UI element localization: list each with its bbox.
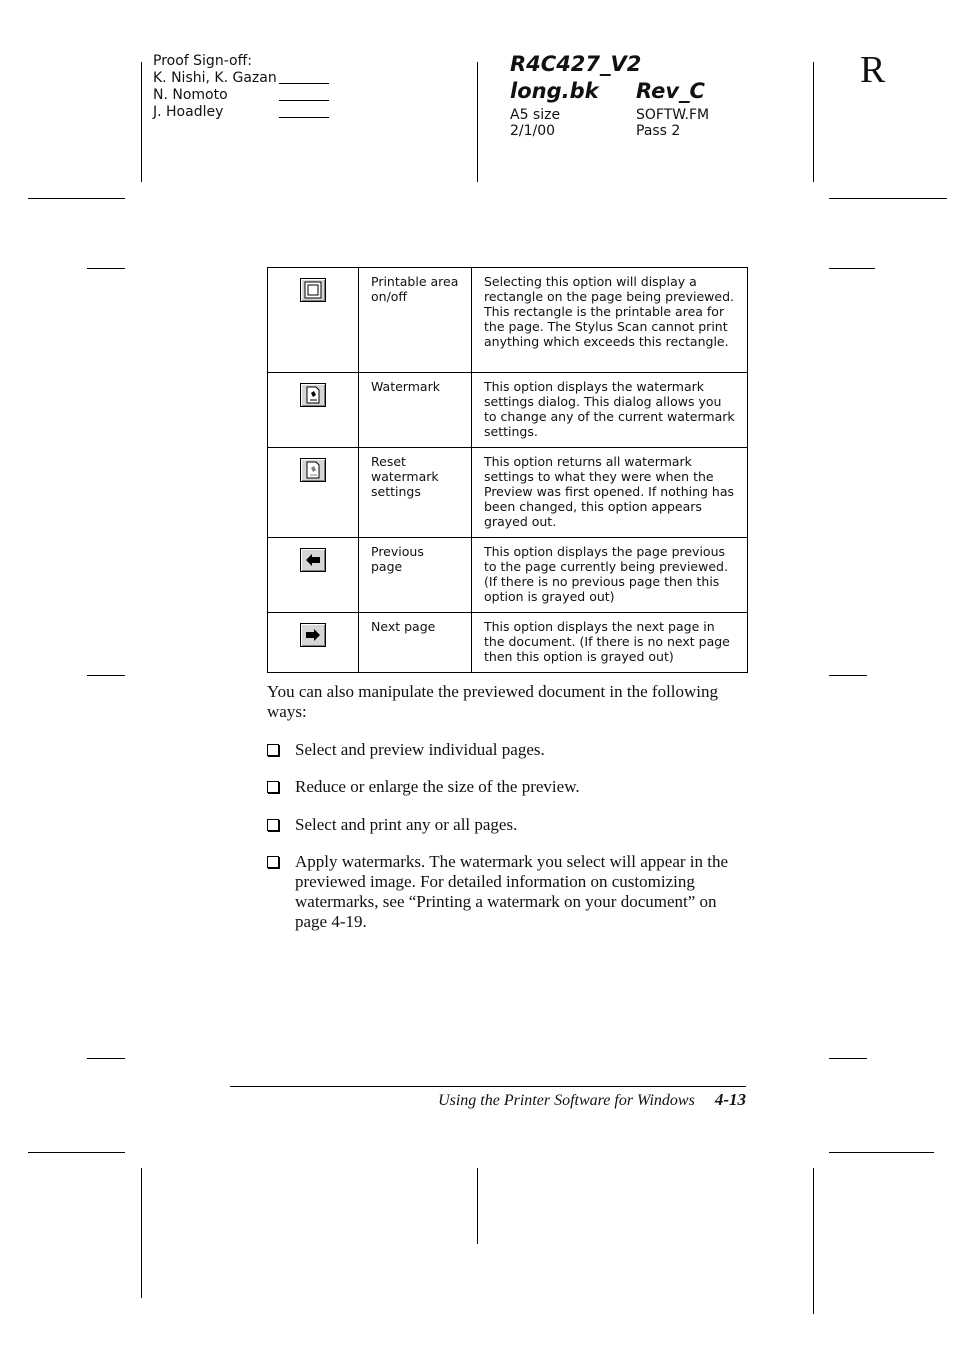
list-item: Select and print any or all pages. <box>267 815 747 835</box>
option-description: This option displays the page previous to the page currently being previewed. (If there is no previous page then this option is grayed out) <box>472 538 748 613</box>
table-row <box>268 373 748 448</box>
crop-mark <box>829 675 867 676</box>
file-name: SOFTW.FM <box>636 107 710 123</box>
option-name: Previous page <box>359 538 472 613</box>
page-footer <box>230 1090 746 1110</box>
checkbox-bullet-icon <box>267 819 279 831</box>
table-row <box>268 448 748 538</box>
crop-mark <box>141 62 142 182</box>
table-row <box>268 538 748 613</box>
option-description: This option returns all watermark settings to what they were when the Preview was first opened. If nothing has been changed, this option appears grayed out. <box>472 448 748 538</box>
crop-mark <box>87 268 125 269</box>
crop-mark <box>141 1168 142 1298</box>
crop-mark <box>829 198 947 199</box>
crop-mark <box>28 198 125 199</box>
option-description: Selecting this option will display a rectangle on the page being previewed. This rectangle is the printable area for the page. The Stylus Scan cannot print anything which exceeds this rectangle. <box>472 268 748 373</box>
arrow-right-icon <box>300 623 326 647</box>
crop-mark <box>477 1168 478 1244</box>
watermark-icon <box>300 383 326 407</box>
crop-mark <box>829 1152 934 1153</box>
crop-mark <box>87 675 125 676</box>
option-name: Next page <box>359 613 472 673</box>
crop-mark <box>829 268 875 269</box>
list-item: Select and preview individual pages. <box>267 740 747 760</box>
printable-area-icon <box>300 278 326 302</box>
page-size: A5 size <box>510 107 561 123</box>
crop-mark <box>477 62 478 182</box>
checkbox-bullet-icon <box>267 856 279 868</box>
list-item: Apply watermarks. The watermark you select will appear in the previewed image. For detailed information on customizing watermarks, see “Printing a watermark on your document” on page 4-19. <box>267 852 747 932</box>
proof-signoff <box>153 53 277 121</box>
checkbox-bullet-icon <box>267 781 279 793</box>
corner-letter: R <box>860 49 886 91</box>
option-name: Reset watermark settings <box>359 448 472 538</box>
proof-line: Proof Sign-off: <box>153 53 252 69</box>
doc-id: R4C427_V2 <box>510 52 642 76</box>
table-row <box>268 268 748 373</box>
pass-number: Pass 2 <box>636 123 681 139</box>
proof-line: N. Nomoto <box>153 87 277 104</box>
preview-options-table <box>267 267 748 673</box>
page-number: 4-13 <box>714 1090 746 1109</box>
option-name: Printable area on/off <box>359 268 472 373</box>
crop-mark <box>829 1058 867 1059</box>
crop-mark <box>813 62 814 182</box>
book-name: long.bk <box>510 79 599 103</box>
option-description: This option displays the next page in the document. (If there is no next page then this option is grayed out) <box>472 613 748 673</box>
crop-mark <box>813 1168 814 1314</box>
signature-blank <box>279 83 329 84</box>
signature-blank <box>279 100 329 101</box>
reset-watermark-icon <box>300 458 326 482</box>
doc-date: 2/1/00 <box>510 123 556 139</box>
table-row <box>268 613 748 673</box>
proof-line: J. Hoadley <box>153 104 277 121</box>
crop-mark <box>28 1152 125 1153</box>
footer-rule <box>230 1086 746 1087</box>
crop-mark <box>87 1058 125 1059</box>
proof-line: K. Nishi, K. Gazan <box>153 70 277 87</box>
arrow-left-icon <box>300 548 326 572</box>
signature-blank <box>279 117 329 118</box>
footer-section-title: Using the Printer Software for Windows <box>438 1092 695 1109</box>
revision: Rev_C <box>636 79 705 103</box>
checkbox-bullet-icon <box>267 744 279 756</box>
option-description: This option displays the watermark settings dialog. This dialog allows you to change any of the current watermark settings. <box>472 373 748 448</box>
list-item: Reduce or enlarge the size of the preview. <box>267 777 747 797</box>
option-name: Watermark <box>359 373 472 448</box>
intro-paragraph: You can also manipulate the previewed document in the following ways: <box>267 682 719 721</box>
